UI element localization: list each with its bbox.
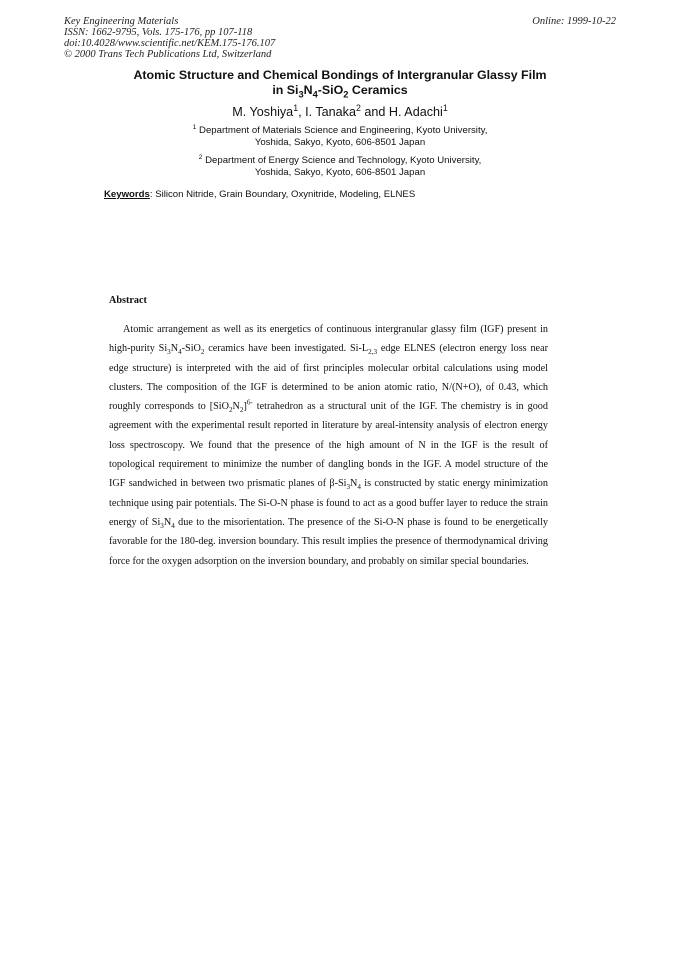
abstract-heading: Abstract <box>109 295 147 306</box>
keywords <box>104 189 415 201</box>
doi-line: doi:10.4028/www.scientific.net/KEM.175-176.107 <box>64 38 276 49</box>
affiliation-2: $^2$ Department of Energy Science and Technology, Kyoto University, Yoshida, Sakyo, Kyoto, 606-8501 Japan <box>198 153 482 178</box>
title-line-1: Atomic Structure and Chemical Bondings of Intergranular Glassy Film <box>133 68 547 82</box>
keywords-text: : Silicon Nitride, Grain Boundary, Oxynitride, Modeling, ELNES <box>149 189 416 200</box>
paper-title <box>90 68 590 98</box>
copyright-line: © 2000 Trans Tech Publications Ltd, Switzerland <box>64 49 272 60</box>
title-line-2: in $Si_3N_4-SiO_2$ Ceramics <box>272 83 408 100</box>
issn-line: ISSN: 1662-9795, Vols. 175-176, pp 107-118 <box>64 27 253 38</box>
author-list: M. Yoshiya$^1$, I. Tanaka$^2$ and H. Adachi$^1$ <box>232 102 448 119</box>
abstract-body: Atomic arrangement as well as its energetics of continuous intergranular glassy film (IGF) present in high-purity $Si_3N_4-SiO_2$ ceramics have been investigated. $Si-L_{2,3}$ edge ELNES (electron energy loss near edge structure) is interpreted with the aid of first principles molecular orbital calculations using model clusters. The composition of the IGF is determined to be anion atomic ratio, N/(N+O), of 0.43, which roughly corresponds to $[SiO_2N_2]^{6-}$ tetrahedron as a structural unit of the IGF. The chemistry is in good agreement with the experimental result reported in literature by areal-intensity analysis of electron energy loss spectroscopy. We found that the presence of the high amount of N in the IGF is the result of topological requirement to minimize the number of dangling bonds in the IGF. A model structure of the IGF sandwiched in between two prismatic planes of $\beta-Si_3N_4$ is constructed by static energy minimization technique using pair potentials. The Si-O-N phase is found to act as a good buffer layer to reduce the strain energy of $Si_3N_4$ due to the misorientation. The presence of the Si-O-N phase is found to be energetically favorable for the 180-deg. inversion boundary. This result implies the presence of thermodynamical driving force for the oxygen adsorption on the inversion boundary, and probably on similar special boundaries. <box>109 324 548 567</box>
journal-name: Key Engineering Materials <box>64 16 179 27</box>
keywords-label: Keywords <box>104 189 150 200</box>
online-date: Online: 1999-10-22 <box>532 16 616 27</box>
affiliation-1: $^1$ Department of Materials Science and Engineering, Kyoto University, Yoshida, Sakyo, Kyoto, 606-8501 Japan <box>192 123 488 148</box>
journal-header <box>64 16 275 60</box>
